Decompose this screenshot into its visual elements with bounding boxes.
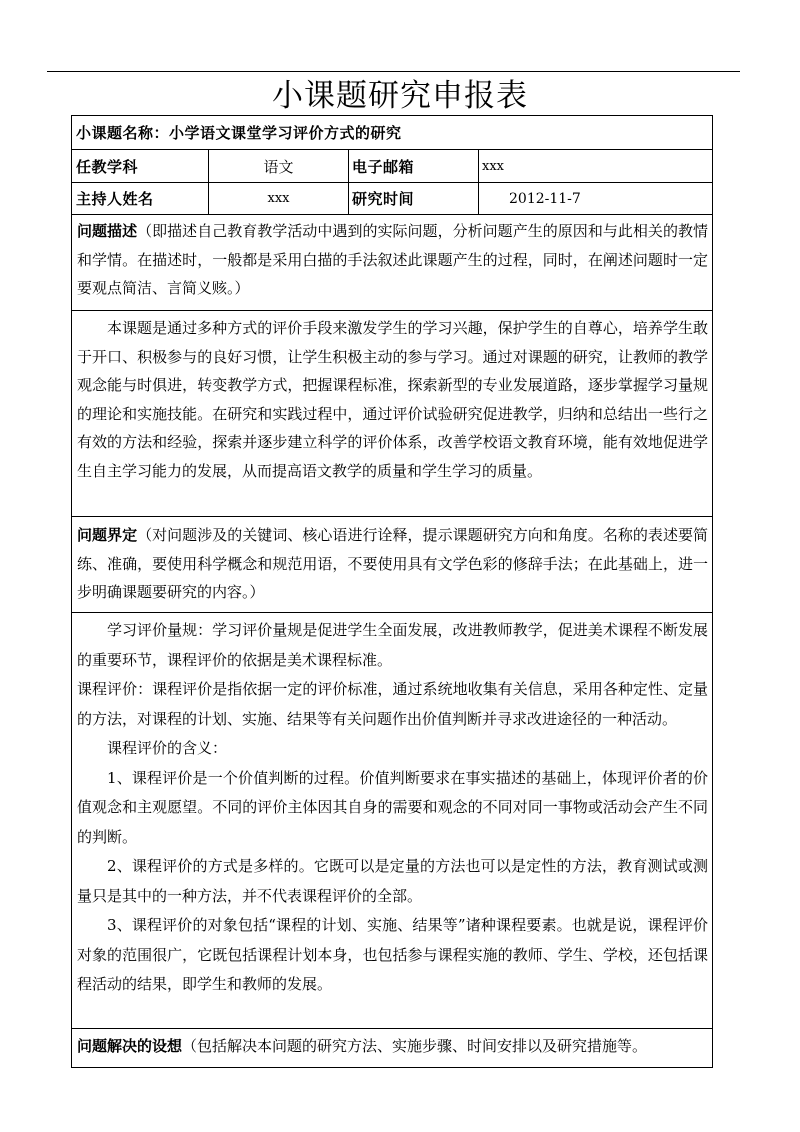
definition-paragraph-3: 课程评价的含义：: [107, 739, 228, 757]
topic-cell: [76, 116, 712, 149]
email-label: 电子邮箱: [352, 157, 415, 176]
problem-definition-content-row: [72, 613, 712, 1029]
definition-paragraph-1: 学习评价量规：学习评价量规是促进学生全面发展，改进教师教学，促进美术课程不断发展的重要环节，课程评价的依据是美术课程标准。: [77, 621, 708, 669]
email-value-cell: [478, 150, 712, 182]
problem-definition-header: [72, 517, 712, 607]
host-label-cell: [76, 183, 206, 214]
topic-label: 小课题名称：: [76, 124, 170, 142]
solution-hint: （包括解决本问题的研究方法、实施步骤、时间安排以及研究措施等。: [182, 1037, 648, 1055]
definition-paragraph-6: 3、课程评价的对象包括“课程的计划、实施、结果等”诸种课程要素。也就是说，课程评价对象的范围很广，它既包括课程计划本身，也包括参与课程实施的教师、学生、学校，还包括课程活动的结果，即学生和教师的发展。: [77, 916, 708, 993]
problem-definition-hint: （对问题涉及的关键词、核心语进行诠释，提示课题研究方向和角度。名称的表述要简练、准确，要使用科学概念和规范用语，不要使用具有文学色彩的修辞手法；在此基础上，进一步明确课题要研究的内容。）: [77, 526, 708, 601]
problem-definition-label: 问题界定: [77, 526, 138, 544]
email-value: xxx: [482, 158, 504, 174]
subject-row: [72, 150, 712, 183]
problem-description-label: 问题描述: [77, 222, 138, 240]
host-label: 主持人姓名: [76, 190, 154, 208]
time-value-cell: [478, 183, 712, 214]
definition-paragraph-5: 2、课程评价的方式是多样的。它既可以是定量的方法也可以是定性的方法，教育测试或测量只是其中的一种方法，并不代表课程评价的全部。: [77, 857, 708, 905]
problem-definition-header-row: [72, 517, 712, 613]
problem-description-content: 本课题是通过多种方式的评价手段来激发学生的学习兴趣，保护学生的自尊心，培养学生敢于开口、积极参与的良好习惯，让学生积极主动的参与学习。通过对课题的研究，让教师的教学观念能与时俱进，转变教学方式，把握课程标准，探索新型的专业发展道路，逐步掌握学习量规的理论和实施技能。在研究和实践过程中，通过评价试验研究促进教学，归纳和总结出一些行之有效的方法和经验，探索并逐步建立科学的评价体系，改善学校语文教育环境，能有效地促进学生自主学习能力的发展，从而提高语文教学的质量和学生学习的质量。: [77, 319, 708, 480]
problem-description-header: [72, 215, 712, 303]
definition-paragraph-4: 1、课程评价是一个价值判断的过程。价值判断要求在事实描述的基础上，体现评价者的价值观念和主观愿望。不同的评价主体因其自身的需要和观念的不同对同一事物或活动会产生不同的判断。: [77, 768, 708, 846]
time-label-cell: [348, 183, 478, 214]
subject-value: 语文: [263, 157, 294, 176]
page-title: 小课题研究申报表: [272, 78, 528, 114]
host-value-cell: [208, 183, 348, 214]
problem-description-content-row: [72, 311, 712, 517]
problem-description-header-row: [72, 215, 712, 311]
solution-header: [72, 1029, 712, 1061]
email-label-cell: [348, 150, 478, 182]
subject-value-cell: [208, 150, 348, 182]
header-rule: [47, 71, 740, 72]
solution-header-row: [72, 1029, 712, 1067]
time-label: 研究时间: [352, 190, 415, 208]
subject-label: 任教学科: [76, 157, 139, 176]
definition-paragraph-2: 课程评价：课程评价是指依据一定的评价标准，通过系统地收集有关信息，采用各种定性、定量的方法，对课程的计划、实施、结果等有关问题作出价值判断并寻求改进途径的一种活动。: [77, 680, 708, 728]
host-value: xxx: [267, 191, 290, 206]
time-value: 2012-11-7: [509, 190, 581, 207]
problem-description-content-cell: [72, 311, 712, 485]
problem-description-hint: （即描述自己教育教学活动中遇到的实际问题，分析问题产生的原因和与此相关的教情和学情。在描述时，一般都是采用白描的手法叙述此课题产生的过程，同时，在阐述问题时一定要观点简洁、言简义赅。）: [77, 222, 708, 297]
topic-row: [72, 116, 712, 150]
problem-definition-content-cell: [72, 613, 712, 1000]
solution-label: 问题解决的设想: [77, 1037, 183, 1055]
application-form: [71, 115, 713, 1068]
topic-value: 小学语文课堂学习评价方式的研究: [169, 124, 402, 142]
host-row: [72, 183, 712, 215]
